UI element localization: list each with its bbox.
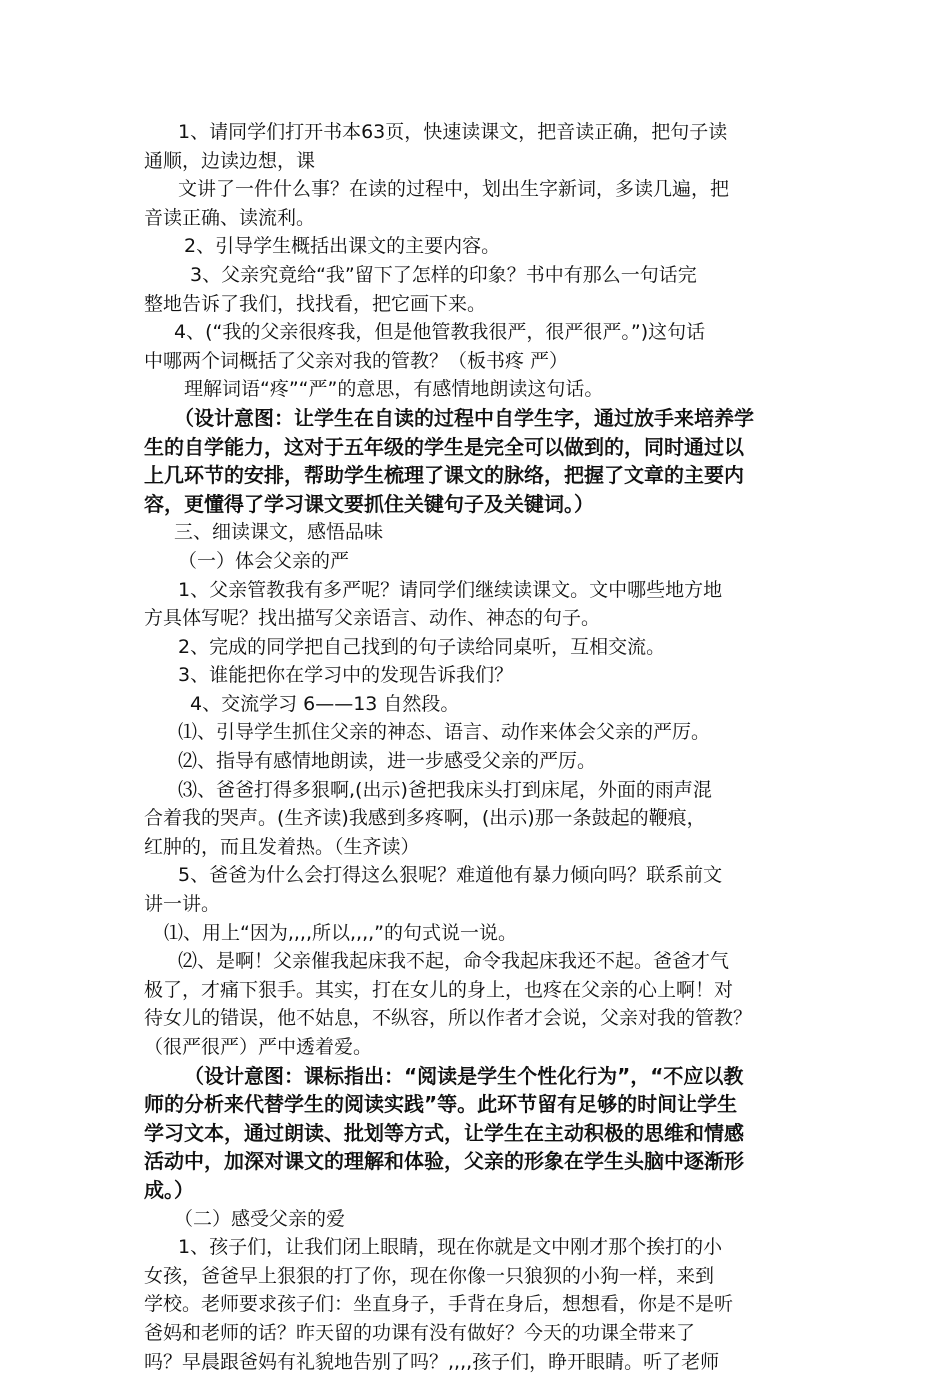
text-line: 音读正确、读流利。 xyxy=(144,206,316,229)
text-line: ⑴、用上“因为,,,,所以,,,,”的句式说一说。 xyxy=(164,921,518,944)
text-line: 通顺，边读边想，课 xyxy=(144,149,316,172)
text-line: ⑵、是啊！父亲催我起床我不起，命令我起床我还不起。爸爸才气 xyxy=(178,950,730,973)
text-line: 学校。老师要求孩子们：坐直身子，手背在身后，想想看，你是不是听 xyxy=(144,1293,734,1316)
text-line: （很严很严）严中透着爱。 xyxy=(144,1036,373,1058)
text-line: 1、父亲管教我有多严呢？请同学们继续读课文。文中哪些地方地 xyxy=(178,578,723,601)
text-line: 三、细读课文，感悟品味 xyxy=(174,521,384,544)
text-line: 红肿的，而且发着热。（生齐读） xyxy=(144,835,420,858)
text-line: 4、(“我的父亲很疼我，但是他管教我很严，很严很严。”)这句话 xyxy=(174,321,706,344)
text-line: 女孩，爸爸早上狠狠的打了你，现在你像一只狼狈的小狗一样，来到 xyxy=(144,1264,715,1287)
design-intent-line: 师的分析来代替学生的阅读实践”等。此环节留有足够的时间让学生 xyxy=(144,1092,738,1117)
text-line: 1、孩子们，让我们闭上眼睛，现在你就是文中刚才那个挨打的小 xyxy=(178,1236,723,1259)
text-line: 2、完成的同学把自己找到的句子读给同桌听，互相交流。 xyxy=(178,635,666,658)
text-line: 2、引导学生概括出课文的主要内容。 xyxy=(184,235,501,258)
design-intent-line: （设计意图：课标指出：“阅读是学生个性化行为”，“不应以教 xyxy=(184,1063,744,1088)
text-line: 5、爸爸为什么会打得这么狠呢？难道他有暴力倾向吗？联系前文 xyxy=(178,864,723,887)
design-intent-line: 生的自学能力，这对于五年级的学生是完全可以做到的，同时通过以 xyxy=(144,434,744,459)
text-line: ⑴、引导学生抓住父亲的神态、语言、动作来体会父亲的严厉。 xyxy=(178,721,711,744)
design-intent-line: 容，更懂得了学习课文要抓住关键句子及关键词。） xyxy=(144,491,594,516)
text-line: 讲一讲。 xyxy=(144,893,221,916)
text-line: 待女儿的错误，他不姑息，不纵容，所以作者才会说，父亲对我的管教？ xyxy=(144,1007,753,1030)
text-line: 整地告诉了我们，找找看，把它画下来。 xyxy=(144,292,487,315)
text-line: ⑵、指导有感情地朗读，进一步感受父亲的严厉。 xyxy=(178,750,597,773)
text-line: 4、交流学习 6——13 自然段。 xyxy=(190,692,460,715)
text-line: 文讲了一件什么事？在读的过程中，划出生字新词，多读几遍，把 xyxy=(178,178,730,201)
text-line: 极了，才痛下狠手。其实，打在女儿的身上，也疼在父亲的心上啊！对 xyxy=(144,978,734,1001)
design-intent-line: 上几环节的安排，帮助学生梳理了课文的脉络，把握了文章的主要内 xyxy=(144,463,744,488)
document-body xyxy=(144,118,810,1376)
text-line: 中哪两个词概括了父亲对我的管教？（板书疼 严） xyxy=(144,349,569,372)
text-line: 合着我的哭声。(生齐读)我感到多疼啊，(出示)那一条鼓起的鞭痕， xyxy=(144,807,706,830)
text-line: ⑶、爸爸打得多狠啊,(出示)爸把我床头打到床尾，外面的雨声混 xyxy=(178,778,712,801)
text-line: （二）感受父亲的爱 xyxy=(174,1207,346,1230)
text-line: 理解词语“疼”“严”的意思，有感情地朗读这句话。 xyxy=(184,378,604,401)
text-line: 方具体写呢？找出描写父亲语言、动作、神态的句子。 xyxy=(144,607,601,630)
text-line: 3、父亲究竟给“我”留下了怎样的印象？书中有那么一句话完 xyxy=(190,263,697,286)
design-intent-line: 学习文本，通过朗读、批划等方式，让学生在主动积极的思维和情感 xyxy=(144,1120,744,1145)
text-line: 1、请同学们打开书本63页，快速读课文，把音读正确，把句子读 xyxy=(178,121,728,143)
design-intent-line: 成。） xyxy=(144,1177,194,1202)
text-line: 爸妈和老师的话？昨天留的功课有没有做好？今天的功课全带来了 xyxy=(144,1321,696,1344)
text-line: 3、谁能把你在学习中的发现告诉我们？ xyxy=(178,664,514,687)
text-line: 吗？早晨跟爸妈有礼貌地告别了吗？,,,,孩子们，睁开眼睛。听了老师 xyxy=(144,1350,720,1373)
design-intent-line: （设计意图：让学生在自读的过程中自学生字，通过放手来培养学 xyxy=(174,405,754,430)
design-intent-line: 活动中，加深对课文的理解和体验，父亲的形象在学生头脑中逐渐形 xyxy=(144,1149,744,1174)
text-line: （一）体会父亲的严 xyxy=(178,549,350,572)
